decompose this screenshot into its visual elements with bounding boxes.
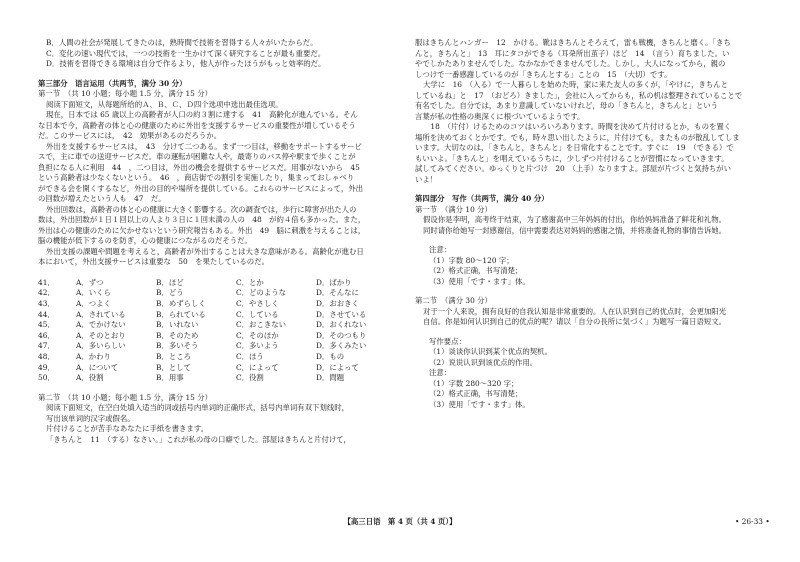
question-number: 43． xyxy=(38,299,55,309)
passage-line: いよ！ xyxy=(415,174,438,184)
option-choice: D．させている xyxy=(316,309,367,319)
option-choice: A．そのとおり xyxy=(76,330,126,340)
passage-line: 大学に 16 （入る）で一人暮らしを始めた時，家に来た友人の多くが，「やけに，きちんと xyxy=(423,80,729,90)
option-line: B．人間の社会が発展してきたのは，熟時間で技術を習得する人々がいたからだ。 xyxy=(46,38,318,47)
instruction-line: 写出该单词的汉字或假名。 xyxy=(46,413,135,423)
passage-line: 負担になる人に利用 44 ，二つ目は，外出の機会を提供するサービスだ。用事がないから 45 xyxy=(38,162,360,172)
option-choice: D．もの xyxy=(316,352,345,362)
writing1-prompt xyxy=(415,215,775,236)
writing1-title: 第一节 （满分 10 分） xyxy=(415,204,492,214)
note-item: （2）格式正确，书写清楚； xyxy=(429,266,523,276)
passage-line: 場所を決めておくとかです。でも，時々思い出したように，片付けても，またものが散乱してしま xyxy=(415,132,740,142)
exam-code: • 26-33 • xyxy=(735,517,770,526)
instruction-line: 片付けることが苦手なあなたに手紙を書きます。 xyxy=(46,424,209,434)
question-number: 41． xyxy=(38,277,55,287)
option-choice: C．ほう xyxy=(236,352,264,362)
cloze-passage xyxy=(38,110,398,268)
option-choice: B．いれない xyxy=(156,320,199,330)
prompt-line: 自信。你是如何认识到自己的优点的呢？请以「自分の長所に気づく」为题写一篇日语短文。 xyxy=(423,317,727,327)
note-item: （1）字数 280～320 字； xyxy=(429,378,519,388)
option-choice: C．役割 xyxy=(236,373,264,383)
option-choice: B．どう xyxy=(156,288,184,298)
passage-line: 試してみてください。ゆっくりと片づけ 20 （上手）なりますよ。部屋が片づくと気持ちがい xyxy=(415,164,732,174)
option-choice: D．ばかり xyxy=(316,277,352,287)
option-choice: B．ところ xyxy=(156,352,191,362)
option-choice: C．どのような xyxy=(236,288,286,298)
section1-instructions: 阅读下面短文，从每题所给的Ａ、Ｂ、Ｃ、Ｄ四个选项中选出最佳选项。 xyxy=(46,99,283,109)
question-number: 42． xyxy=(38,288,55,298)
option-line: C．変化の速い現代では，一つの技術を一生かけて深く研究することが最も重要だ。 xyxy=(46,48,326,58)
instruction-line: 阅读下面短文，在空白处填入适当的词或括号内单词的正确形式，括号内单词有双下划线时， xyxy=(46,403,350,413)
left-column xyxy=(38,38,398,445)
passage-line: ができる会を開くするなど，外出の目的や場所を提供している。これらのサービスによって，外出 xyxy=(38,183,364,193)
option-choice: C．そのほか xyxy=(236,330,279,340)
writing2-points-label: 写作要点： xyxy=(429,336,466,346)
option-choice: B．として xyxy=(156,362,191,372)
reading-options-tail xyxy=(38,38,398,70)
note-item: （3）使用「です・ます」体。 xyxy=(429,276,530,286)
option-choice: D．おくれない xyxy=(316,320,367,330)
right-column xyxy=(415,38,775,411)
option-choice: D．問題 xyxy=(316,373,345,383)
passage-line: という高齢者は少なくないという。 46 ，商店街での割引を実施したり，集まっておしゃべり xyxy=(38,173,355,183)
option-choice: A．役割 xyxy=(76,373,104,383)
option-choice: D．によって xyxy=(316,362,359,372)
passage-line: 18 （片付）けるためのコツはいろいろあります。時間を決めて片付けるとか，ものを置く xyxy=(423,122,732,132)
point-item: （1）谈谈你认识到某个优点的契机。 xyxy=(429,347,552,357)
passage-line: しているね」と 17 （おどろ）きました」，会社に入ってからも，私の机は整理されていることで xyxy=(415,90,743,100)
passage-line: んと，きちんと」 13 耳にタコができる（耳朶所出茧子）ほど 14 （言う）育ちました。い xyxy=(415,48,730,58)
passage-line: 言葉が私の性格の奥深くに根づいているようです。 xyxy=(415,111,585,121)
option-row xyxy=(38,288,396,299)
point-item: （2）说说认识到该优点的作用。 xyxy=(429,357,538,367)
option-choice: A．多いらしい xyxy=(76,341,126,351)
option-choice: A．されている xyxy=(76,309,126,319)
option-choice: B．られている xyxy=(156,309,206,319)
prompt-line: 假设你是李明，高考终于结束，为了感谢高中三年妈妈的付出，你给妈妈准备了鲜花和礼物。 xyxy=(423,215,727,225)
passage-line: 外出を支援するサービスは， 43 分けて二つある。まず一つ目は，移動をサポートするサービ xyxy=(46,141,362,151)
question-number: 49． xyxy=(38,362,55,372)
writing2-prompt xyxy=(415,307,775,328)
writing1-notes-label: 注意： xyxy=(429,245,452,255)
section1-title: 第一节 （共 10 小题；每小题 1.5 分，满分 15 分） xyxy=(38,89,212,99)
passage-line: 有名でした。自分では，あまり意識していないけれど，母の「きちんと，きちんと」という xyxy=(415,101,719,111)
option-row xyxy=(38,363,396,374)
passage-line: だ。このサービスには， 42 効果があるのだろうか。 xyxy=(38,131,222,141)
section2-instructions xyxy=(38,403,398,445)
option-choice: A．いくら xyxy=(76,288,111,298)
passage-line: やでしかたありませんでした。なかなかできませんでした。しかし，大人になってから，親の xyxy=(415,59,726,69)
passage-line: な日本で今，高齢者の体と心の健康のために外出を支援するサービスの重要性が増しているそう xyxy=(38,120,356,130)
passage-line: しつけで一番感謝しているのが「きちんとする」ことの 15 （大切）です。 xyxy=(415,69,672,79)
section2-title: 第二节 （共 10 小题；每小题 1.5 分，满分 15 分） xyxy=(38,392,212,402)
passage-line: 服はきちんとハンガー 12 かける。靴はきちんとそろえて，雷も戦機，きちんと磨く。「きち xyxy=(415,38,731,47)
option-choice: A．つよく xyxy=(76,299,111,309)
part4-title: 第四部分 写作（共两节，满分 40 分） xyxy=(415,194,549,204)
prompt-line: 对于一个人来说，拥有良好的自我认知是非常重要的。人在认识到自己的优点时，会更加阳光 xyxy=(423,306,727,316)
question-number: 47． xyxy=(38,341,55,351)
option-row xyxy=(38,320,396,331)
question-number: 44． xyxy=(38,309,55,319)
passage-line: います。大切なのは，「きちんと，きちんと」を日常化することです。すぐに 19 （できる）で xyxy=(415,143,734,153)
page-number: 【高三日语 第 4 页（共 4 页）】 xyxy=(343,517,457,526)
option-choice: C．している xyxy=(236,309,279,319)
option-choice: C．おこきない xyxy=(236,320,286,330)
writing2-title: 第二节 （满分 30 分） xyxy=(415,296,492,306)
option-line: D．技術を習得できる環境は自分で作るより，他人が作ったほうがもっと効率的だ。 xyxy=(46,59,326,69)
option-choice: B．ほど xyxy=(156,277,184,287)
options-table xyxy=(38,278,396,384)
option-choice: C．とか xyxy=(236,277,264,287)
option-choice: D．多くみたい xyxy=(316,341,367,351)
option-choice: C．やさしく xyxy=(236,299,279,309)
passage-line: 本において，外出支援サービスは重要な 50 を果たしているのだ。 xyxy=(38,257,269,267)
writing2-points xyxy=(415,347,775,368)
writing2-notes xyxy=(415,379,775,411)
question-number: 46． xyxy=(38,330,55,340)
writing2-notes-label: 注意： xyxy=(429,368,452,378)
option-row xyxy=(38,299,396,310)
note-item: （2）格式正确，书写清楚； xyxy=(429,389,523,399)
passage-line: 外出は心の健康のために欠かせないという研究報告もある。外出 49 脳に刺激を与えることは， xyxy=(38,225,366,235)
option-choice: B．そのため xyxy=(156,330,199,340)
option-choice: B．めずらしく xyxy=(156,299,206,309)
option-choice: D．そんなに xyxy=(316,288,359,298)
option-row xyxy=(38,310,396,321)
question-number: 50． xyxy=(38,373,55,383)
option-choice: B．多いそう xyxy=(156,341,199,351)
option-choice: B．用事 xyxy=(156,373,184,383)
option-row xyxy=(38,352,396,363)
option-choice: D．そのつもり xyxy=(316,330,367,340)
option-choice: C．によって xyxy=(236,362,279,372)
option-row xyxy=(38,341,396,352)
passage-line: スで，主に車での送迎サービスだ。車の運転が困難な人や，最寄りのバス停や駅まで歩くことが xyxy=(38,152,356,162)
option-choice: A．でかけない xyxy=(76,320,126,330)
option-row xyxy=(38,373,396,384)
option-choice: C．多いよう xyxy=(236,341,279,351)
passage-line: 外出回数は，高齢者の体と心の健康に大きく影響する。次の調査では，歩行に障害が出た人の xyxy=(46,204,357,214)
passage-line: 外出支援の課題や問題を考えると，高齢者が外出することは大きな意味がある。高齢化が進む日 xyxy=(46,246,364,256)
passage-line: もいいよ。「きちんと」を唱えているうちに，少しずつ片付けることが習慣になっていきます。 xyxy=(415,153,729,163)
option-choice: D．おおきく xyxy=(316,299,359,309)
passage-line: 数は，外出回数が１日１回以上の人より３日に１回未満の人の 48 が約４倍も多かった。また， xyxy=(38,215,366,225)
question-number: 45． xyxy=(38,320,55,330)
writing1-notes xyxy=(415,256,775,288)
note-item: （1）字数 80～120 字； xyxy=(429,255,514,265)
option-choice: A．ずつ xyxy=(76,277,104,287)
passage-line: 現在，日本では 65 歳以上の高齢者が人口の約３割に達する 41 高齢化が進んでいる。そん xyxy=(46,110,358,120)
passage-line: 脳の機能が低下するのを防ぎ，心の健康につながるのだそうだ。 xyxy=(38,236,252,246)
option-choice: A．かわり xyxy=(76,352,111,362)
option-row xyxy=(38,278,396,289)
question-number: 48． xyxy=(38,352,55,362)
passage-line: の回数が増えたという人も 47 だ。 xyxy=(38,194,166,204)
option-choice: A．について xyxy=(76,362,119,372)
instruction-line: 「きちんと 11 （する）なさい。」これが私の母の口癖でした。部屋はきちんと片付けて， xyxy=(46,434,351,444)
note-item: （3）使用「です・ます」体。 xyxy=(429,399,530,409)
option-row xyxy=(38,331,396,342)
fill-passage xyxy=(415,38,775,185)
prompt-line: 同时请你给她写一封感谢信，信中需要表达对妈妈的感谢之情，并将准备礼物的事情告诉她。 xyxy=(423,225,727,235)
part3-title: 第三部分 语言运用（共两节，满分 30 分） xyxy=(38,78,187,88)
